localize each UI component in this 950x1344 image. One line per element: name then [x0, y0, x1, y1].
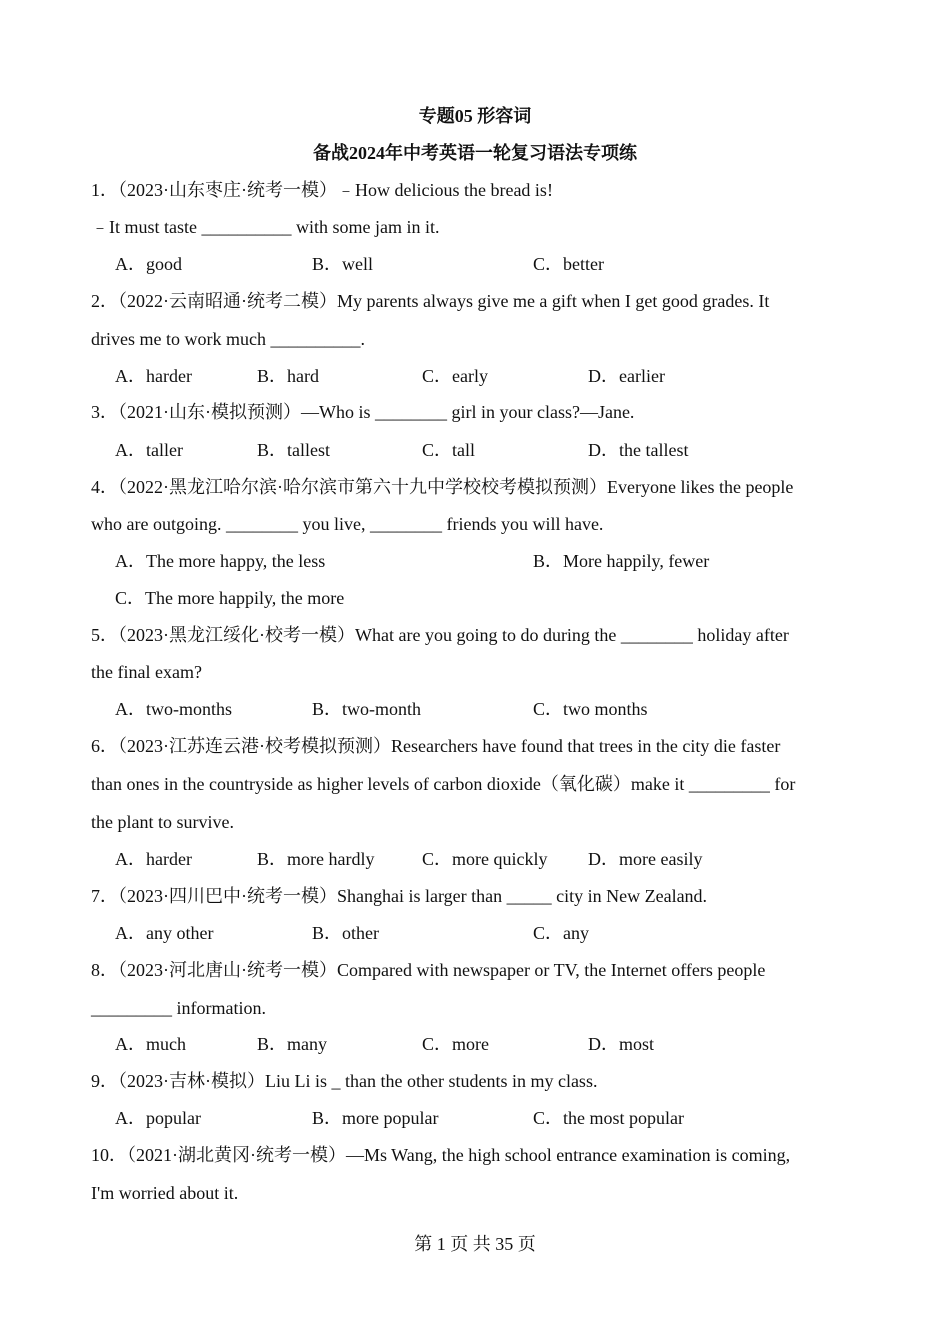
question-3-option-d: D．the tallest	[588, 440, 689, 460]
question-1-line-2: ﹣It must taste __________ with some jam in it.	[91, 217, 440, 237]
page-subtitle: 备战2024年中考英语一轮复习语法专项练	[313, 143, 637, 163]
question-5-option-b: B．two-month	[312, 699, 422, 719]
question-8-option-d: D．most	[588, 1034, 655, 1054]
question-8-option-a: A．much	[115, 1034, 186, 1054]
question-7-option-b: B．other	[312, 923, 379, 943]
question-9-option-b: B．more popular	[312, 1108, 439, 1128]
page-title: 专题05 形容词	[418, 106, 532, 126]
question-6-option-b: B．more hardly	[257, 849, 375, 869]
question-6-option-a: A．harder	[115, 849, 192, 869]
question-1-line-1: 1．（2023·山东枣庄·统考一模）﹣How delicious the bread is!	[91, 180, 553, 200]
question-3-line-1: 3．（2021·山东·模拟预测）—Who is ________ girl in your class?—Jane.	[91, 402, 635, 422]
question-3-option-a: A．taller	[115, 440, 183, 460]
question-6-line-3: the plant to survive.	[91, 812, 234, 832]
question-5-line-2: the final exam?	[91, 662, 202, 682]
question-8-line-1: 8．（2023·河北唐山·统考一模）Compared with newspaper or TV, the Internet offers people	[91, 960, 766, 980]
question-10-line-1: 10．（2021·湖北黄冈·统考一模）—Ms Wang, the high school entrance examination is coming,	[91, 1145, 791, 1165]
question-3-option-b: B．tallest	[257, 440, 330, 460]
question-7-option-c: C．any	[533, 923, 589, 943]
question-9-option-a: A．popular	[115, 1108, 201, 1128]
question-7-line-1: 7．（2023·四川巴中·统考一模）Shanghai is larger than _____ city in New Zealand.	[91, 886, 708, 906]
question-6-option-c: C．more quickly	[422, 849, 548, 869]
question-9-line-1: 9．（2023·吉林·模拟）Liu Li is _ than the other students in my class.	[91, 1071, 598, 1091]
question-10-line-2: I'm worried about it.	[91, 1183, 239, 1203]
question-2-option-b: B．hard	[257, 366, 319, 386]
question-2-option-d: D．earlier	[588, 366, 665, 386]
question-4-line-1: 4．（2022·黑龙江哈尔滨·哈尔滨市第六十九中学校校考模拟预测）Everyone likes the people	[91, 477, 794, 497]
question-2-line-1: 2．（2022·云南昭通·统考二模）My parents always give me a gift when I get good grades. It	[91, 291, 770, 311]
question-6-line-2: than ones in the countryside as higher levels of carbon dioxide（氧化碳）make it _________ for	[91, 774, 796, 794]
question-2-line-2: drives me to work much __________.	[91, 329, 365, 349]
question-3-option-c: C．tall	[422, 440, 475, 460]
question-9-option-c: C．the most popular	[533, 1108, 684, 1128]
question-4-option-b: B．More happily, fewer	[533, 551, 710, 571]
question-4-option-c: C．The more happily, the more	[115, 588, 345, 608]
question-4-option-a: A．The more happy, the less	[115, 551, 326, 571]
question-5-option-c: C．two months	[533, 699, 648, 719]
question-2-option-a: A．harder	[115, 366, 192, 386]
question-5-option-a: A．two-months	[115, 699, 232, 719]
question-6-line-1: 6．（2023·江苏连云港·校考模拟预测）Researchers have found that trees in the city die faster	[91, 736, 781, 756]
question-8-line-2: _________ information.	[91, 998, 266, 1018]
page-number: 第 1 页 共 35 页	[414, 1234, 536, 1254]
question-4-line-2: who are outgoing. ________ you live, ________ friends you will have.	[91, 514, 604, 534]
question-7-option-a: A．any other	[115, 923, 214, 943]
question-1-option-b: B．well	[312, 254, 373, 274]
question-8-option-b: B．many	[257, 1034, 327, 1054]
question-2-option-c: C．early	[422, 366, 488, 386]
question-1-option-c: C．better	[533, 254, 604, 274]
question-6-option-d: D．more easily	[588, 849, 703, 869]
question-1-option-a: A．good	[115, 254, 182, 274]
question-8-option-c: C．more	[422, 1034, 489, 1054]
question-5-line-1: 5．（2023·黑龙江绥化·校考一模）What are you going to do during the ________ holiday after	[91, 625, 789, 645]
